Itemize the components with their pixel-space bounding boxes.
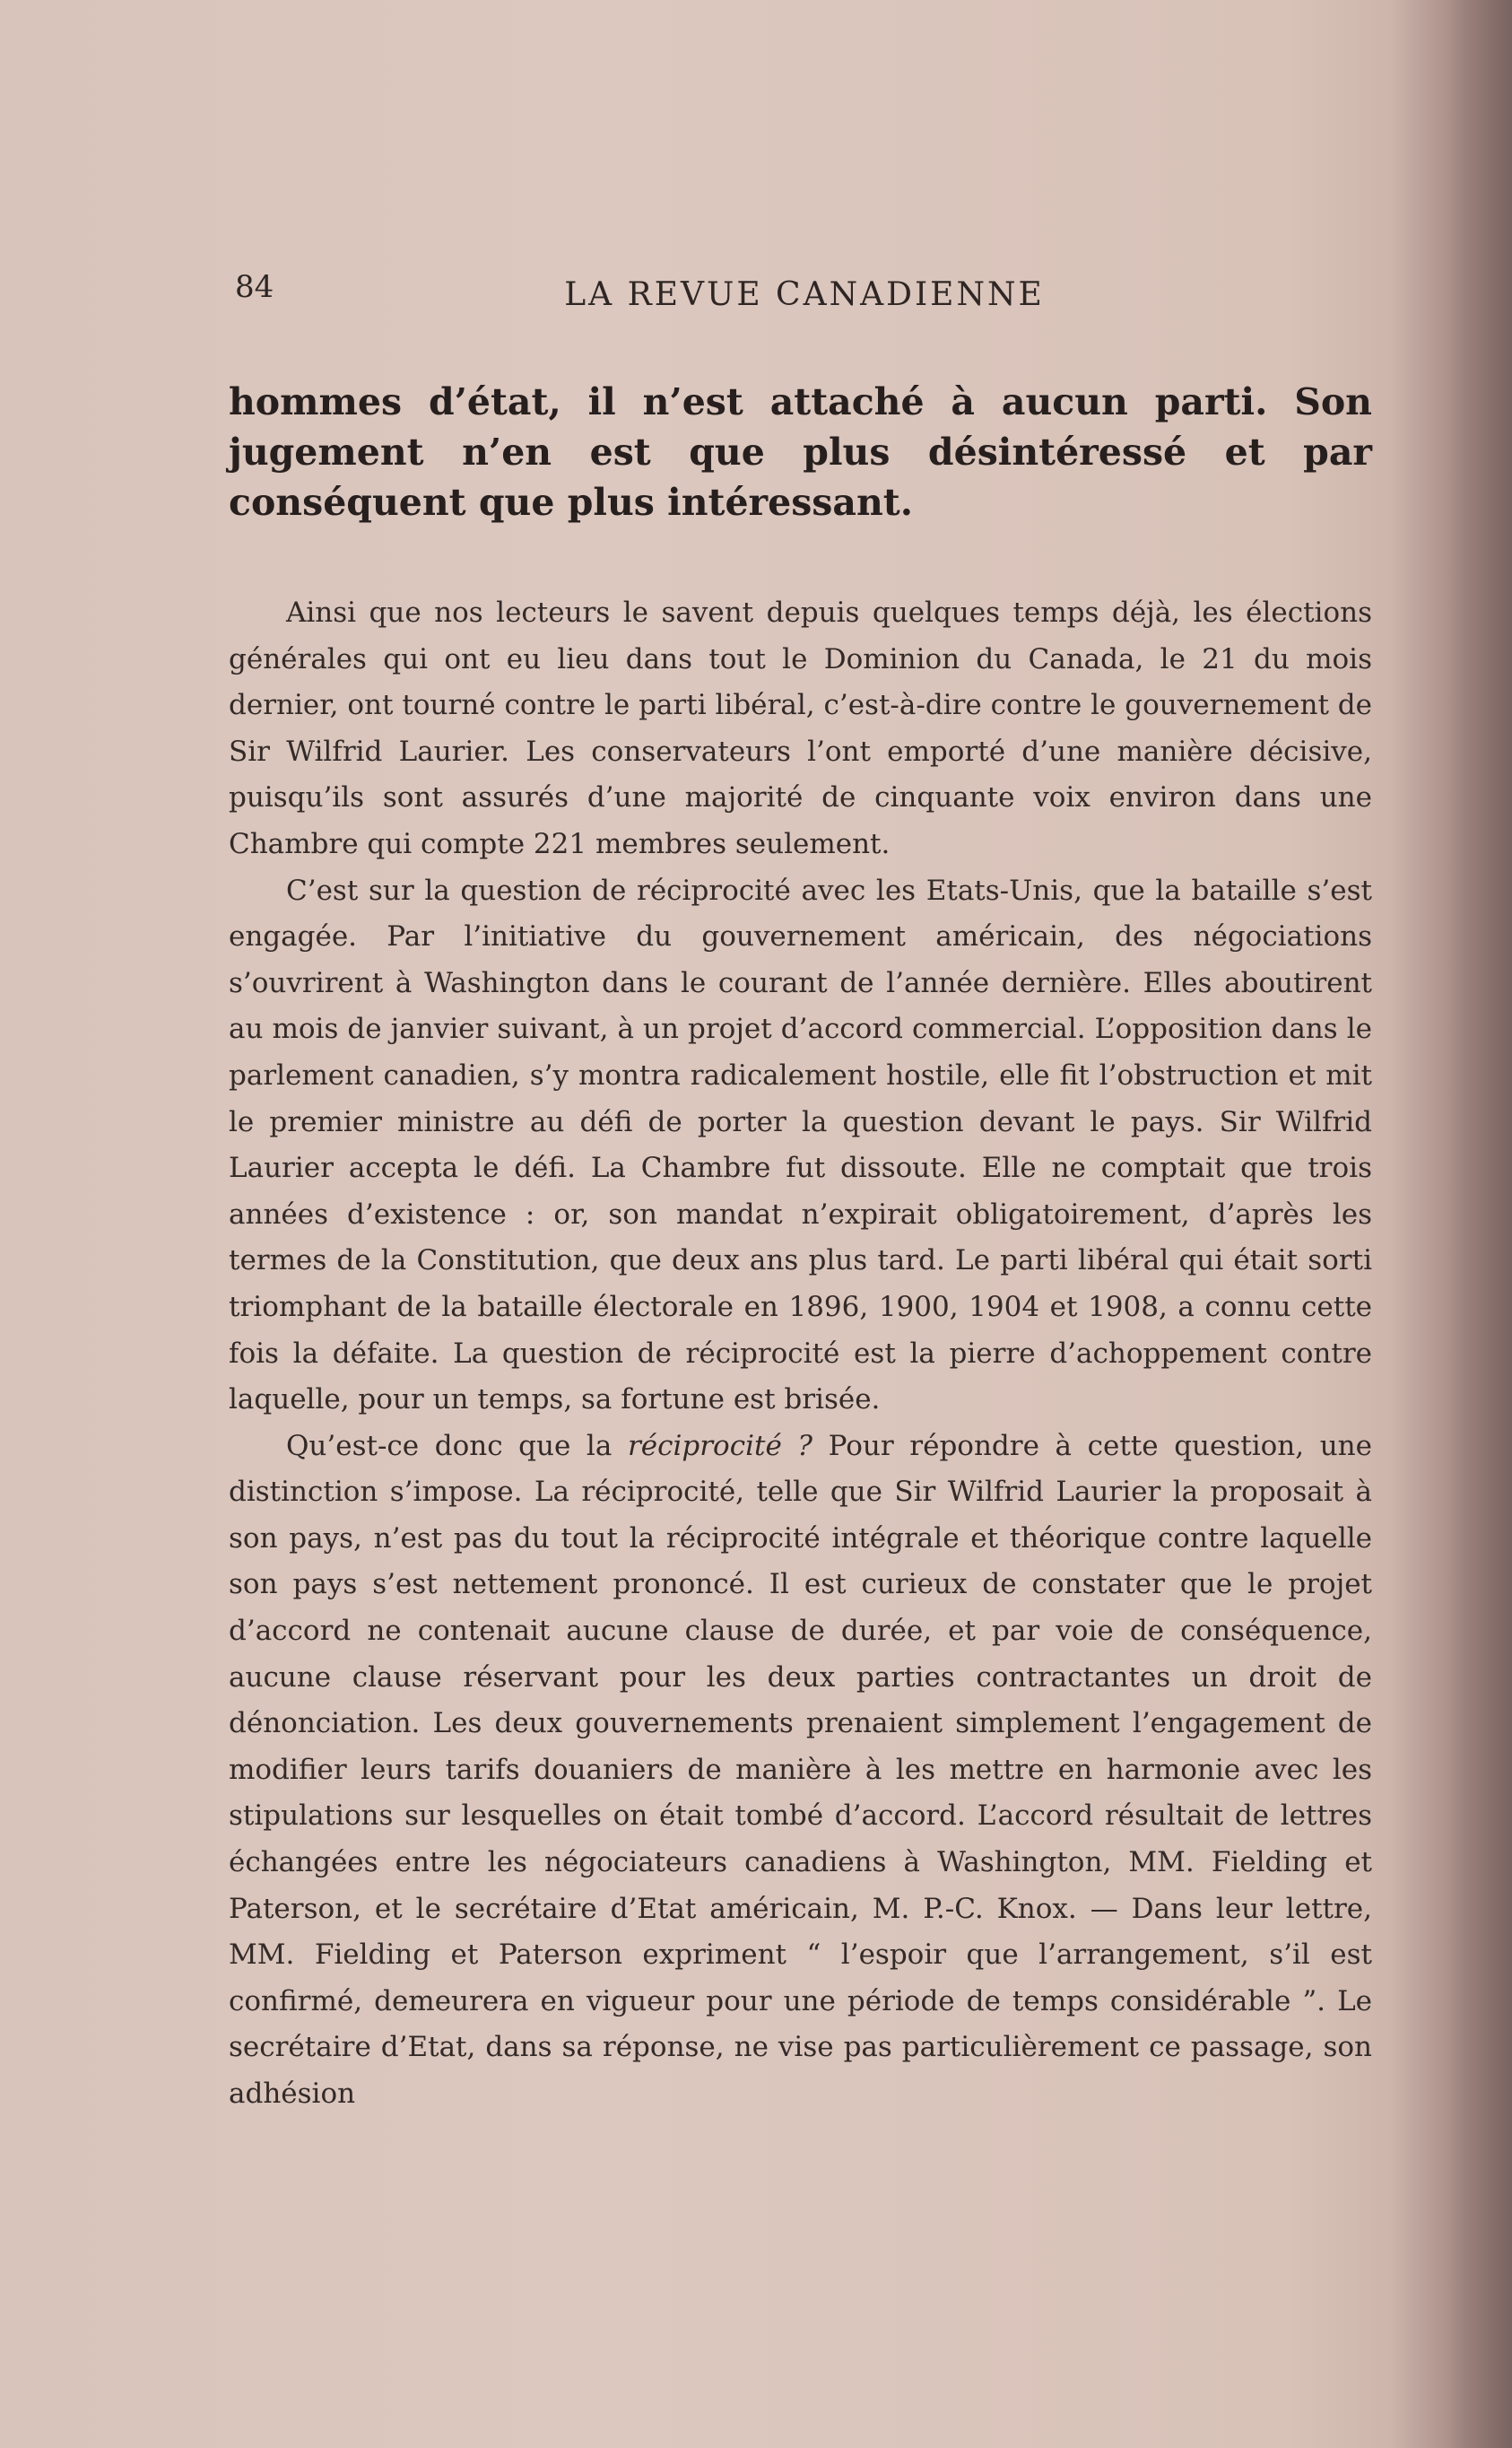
paragraph-reciprocity-battle: C’est sur la question de réciprocité avec les Etats-Unis, que la bataille s’est engagée. Par l’initiative du gouvernement américain, des négociations s’ouvrirent à Washington dans le courant de l’année dernière. Elles aboutirent au mois de janvier suivant, à un projet d’accord commercial. L’opposition dans le parlement canadien, s’y montra radicalement hostile, elle fit l’obstruction et mit le premier ministre au défi de porter la question devant le pays. Sir Wilfrid Laurier accepta le défi. La Chambre fut dissoute. Elle ne comptait que trois années d’existence : or, son mandat n’expirait obligatoirement, d’après les termes de la Constitution, que deux ans plus tard. Le parti libéral qui était sorti triomphant de la bataille électorale en 1896, 1900, 1904 et 1908, a connu cette fois la défaite. La question de réciprocité est la pierre d’achoppement contre laquelle, pour un temps, sa fortune est brisée. — [229, 874, 1372, 1416]
page-number: 84 — [235, 269, 274, 305]
paragraph-elections: Ainsi que nos lecteurs le savent depuis quelques temps déjà, les élections générales qui ont eu lieu dans tout le Dominion du Canada, le 21 du mois dernier, ont tourné contre le parti libéral, c’est-à-dire contre le gouvernement de Sir Wilfrid Laurier. Les conservateurs l’ont emporté d’une manière décisive, puisqu’ils sont assurés d’une majorité de cinquante voix environ dans une Chambre qui compte 221 membres seulement. — [229, 597, 1372, 860]
lead-paragraph: hommes d’état, il n’est attaché à aucun parti. Son jugement n’en est que plus désintéressé et par conséquent que plus intéressant. — [229, 380, 1372, 524]
paragraph-3-rest: Pour répondre à cette question, une distinction s’impose. La réciprocité, telle que Sir Wilfrid Laurier la proposait à son pays, n’est pas du tout la réciprocité intégrale et théorique contre laquelle son pays s’est nettement prononcé. Il est curieux de constater que le projet d’accord ne contenait aucune clause de durée, et par voie de conséquence, aucune clause réservant pour les deux parties contractantes un droit de dénonciation. Les deux gouvernements prenaient simplement l’engagement de modifier leurs tarifs douaniers de manière à les mettre en harmonie avec les stipulations sur lesquelles on était tombé d’accord. L’accord résultait de lettres échangées entre les négociateurs canadiens à Washington, MM. Fielding et Paterson, et le secrétaire d’Etat américain, M. P.-C. Knox. — Dans leur lettre, MM. Fielding et Paterson expriment “ l’espoir que l’arrangement, s’il est confirmé, demeurera en vigueur pour une période de temps considérable ”. Le secrétaire d’Etat, dans sa réponse, ne vise pas particulièrement ce passage, son adhésion — [229, 1429, 1372, 2110]
page-header — [235, 269, 1374, 323]
article-body — [229, 377, 1372, 2118]
paragraph-reciprocity-definition — [229, 1424, 1372, 2118]
page-gutter-shadow — [1449, 0, 1512, 2448]
running-title: LA REVUE CANADIENNE — [564, 276, 1045, 313]
paragraph-3-italic-term: réciprocité ? — [627, 1429, 813, 1462]
paragraph-3-start: Qu’est-ce donc que la — [286, 1429, 628, 1462]
